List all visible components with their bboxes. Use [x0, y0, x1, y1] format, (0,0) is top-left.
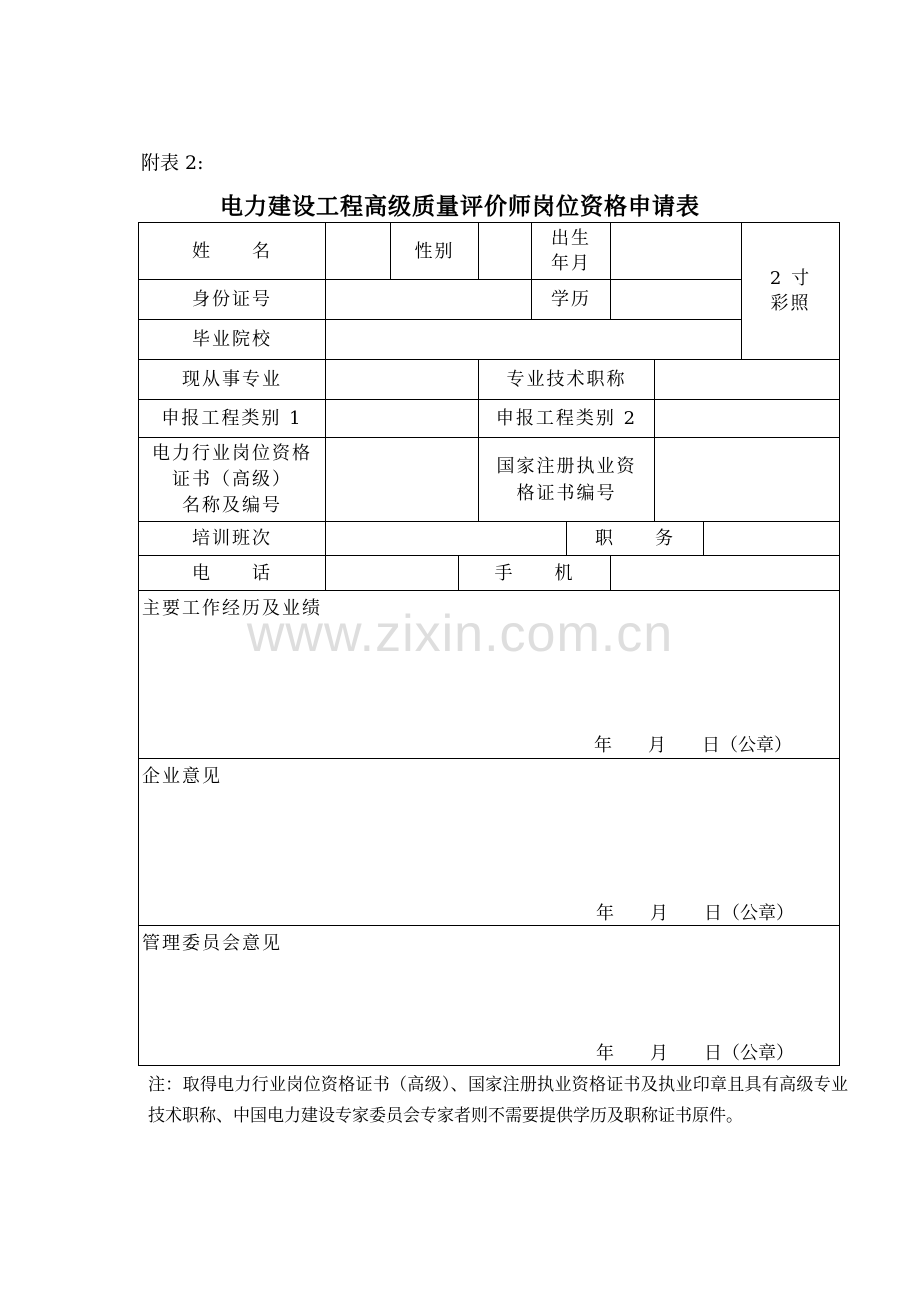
birth-label-line2: 年月	[551, 253, 591, 274]
birth-date-field[interactable]	[611, 223, 741, 279]
industry-cert-field[interactable]	[326, 438, 478, 521]
current-major-field[interactable]	[326, 360, 478, 399]
committee-opinion-title: 管理委员会意见	[142, 933, 282, 954]
birth-label-line1: 出生	[551, 228, 591, 249]
category2-label: 申报工程类别 2	[495, 408, 638, 429]
school-label: 毕业院校	[192, 329, 272, 350]
mobile-label: 手 机	[494, 562, 575, 584]
name-label: 姓 名	[192, 240, 272, 262]
education-field[interactable]	[611, 280, 741, 319]
form-title: 电力建设工程高级质量评价师岗位资格申请表	[220, 193, 700, 220]
training-field[interactable]	[326, 522, 566, 555]
industry-cert-label	[139, 438, 325, 521]
position-field[interactable]	[704, 522, 839, 555]
industry-cert-line2: 证书（高级）	[172, 468, 292, 490]
current-major-label: 现从事专业	[182, 369, 282, 390]
education-label: 学历	[551, 289, 591, 310]
position-label: 职 务	[595, 528, 675, 549]
category1-label: 申报工程类别 1	[161, 408, 303, 429]
industry-cert-line1: 电力行业岗位资格	[152, 442, 312, 464]
national-cert-line2: 格证书编号	[516, 482, 617, 504]
photo-placeholder	[742, 223, 839, 359]
national-cert-label	[479, 438, 654, 521]
gender-field[interactable]	[479, 223, 531, 279]
footnote: 注：取得电力行业岗位资格证书（高级）、国家注册执业资格证书及执业印章且具有高级专业技术职称、中国电力建设专家委员会专家者则不需要提供学历及职称证书原件。	[148, 1075, 848, 1126]
id-number-label: 身份证号	[192, 289, 272, 310]
tech-title-field[interactable]	[655, 360, 839, 399]
appendix-label: 附表 2:	[141, 152, 204, 174]
phone-label: 电 话	[192, 562, 272, 584]
committee-date-stamp: 年 月 日（公章）	[596, 1043, 794, 1064]
training-label: 培训班次	[192, 528, 272, 549]
name-field[interactable]	[326, 223, 390, 279]
mobile-field[interactable]	[611, 556, 839, 590]
company-date-stamp: 年 月 日（公章）	[596, 903, 794, 924]
category2-field[interactable]	[655, 400, 839, 437]
birth-date-label	[532, 223, 610, 279]
national-cert-field[interactable]	[655, 438, 839, 521]
photo-color-text: 彩照	[770, 293, 811, 314]
national-cert-line1: 国家注册执业资	[496, 455, 637, 477]
photo-size-text: 2 寸	[769, 268, 812, 289]
id-number-field[interactable]	[326, 280, 531, 319]
tech-title-label: 专业技术职称	[506, 369, 627, 390]
company-opinion-field[interactable]	[146, 787, 832, 893]
industry-cert-line3: 名称及编号	[182, 494, 282, 516]
category1-field[interactable]	[326, 400, 478, 437]
company-opinion-title: 企业意见	[142, 766, 222, 787]
phone-field[interactable]	[326, 556, 458, 590]
committee-opinion-field[interactable]	[146, 954, 832, 1034]
experience-title: 主要工作经历及业绩	[142, 598, 322, 619]
gender-label: 性别	[414, 240, 455, 262]
watermark-text: www.zixin.com.cn	[246, 605, 674, 663]
school-field[interactable]	[326, 320, 741, 359]
experience-date-stamp: 年 月 日（公章）	[594, 735, 792, 756]
